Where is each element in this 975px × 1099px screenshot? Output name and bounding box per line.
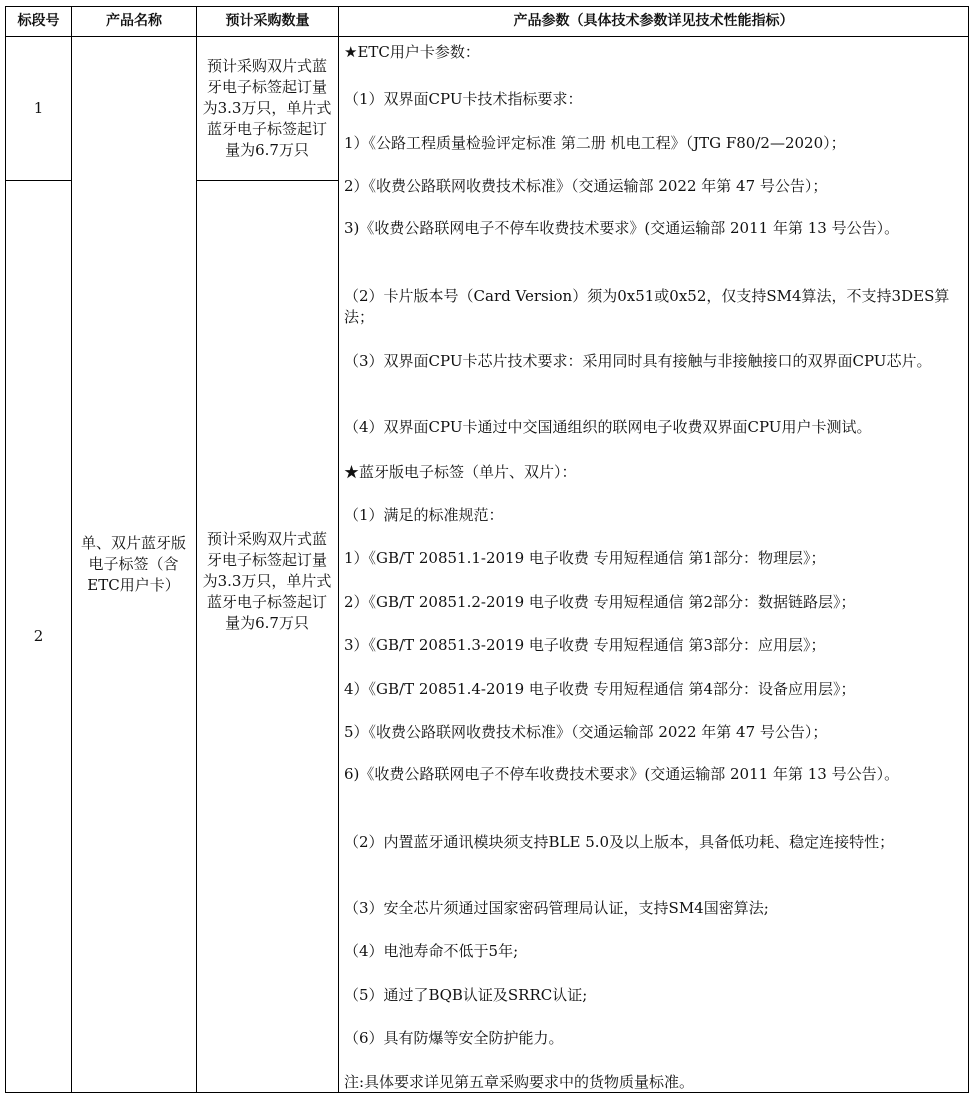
row1-segment: 1 xyxy=(33,99,44,117)
header-params: 产品参数（具体技术参数详见技术性能指标） xyxy=(513,13,794,29)
param-line: （2）卡片版本号（Card Version）须为0x51或0x52，仅支持SM4算法，不支持3DES算法； xyxy=(344,287,950,326)
param-line: 2）《GB/T 20851.2-2019 电子收费 专用短程通信 第2部分：数据链路层》； xyxy=(344,593,856,611)
header-quantity: 预计采购数量 xyxy=(225,13,310,29)
row2-quantity: 预计采购双片式蓝牙电子标签起订量为3.3万只，单片式蓝牙电子标签起订量为6.7万只 xyxy=(202,529,332,632)
param-line: 2）《收费公路联网收费技术标准》（交通运输部 2022 年第 47 号公告）； xyxy=(344,177,828,195)
param-line: （3）双界面CPU卡芯片技术要求：采用同时具有接触与非接触接口的双界面CPU芯片。 xyxy=(344,352,932,370)
param-line: 4）《GB/T 20851.4-2019 电子收费 专用短程通信 第4部分：设备应用层》； xyxy=(344,680,856,698)
param-line: 3)《收费公路联网电子不停车收费技术要求》(交通运输部 2011 年第 13 号公告）。 xyxy=(344,219,900,237)
col-divider-3 xyxy=(338,6,339,1093)
param-line: （4）电池寿命不低于5年; xyxy=(344,942,519,960)
param-line: （3）安全芯片须通过国家密码管理局认证，支持SM4国密算法; xyxy=(344,899,769,917)
procurement-table xyxy=(5,6,969,1093)
param-line: ★蓝牙版电子标签（单片、双片）： xyxy=(344,463,577,481)
row2-segment: 2 xyxy=(33,627,44,645)
param-line: 6)《收费公路联网电子不停车收费技术要求》(交通运输部 2011 年第 13 号公告）。 xyxy=(344,765,900,783)
param-line: （2）内置蓝牙通讯模块须支持BLE 5.0及以上版本，具备低功耗、稳定连接特性； xyxy=(344,833,895,851)
col-divider-2 xyxy=(196,6,197,1093)
param-line: 5）《收费公路联网收费技术标准》（交通运输部 2022 年第 47 号公告）； xyxy=(344,723,828,741)
header-segment: 标段号 xyxy=(17,13,60,29)
param-line: 注:具体要求详见第五章采购要求中的货物质量标准。 xyxy=(344,1073,695,1091)
row1-quantity: 预计采购双片式蓝牙电子标签起订量为3.3万只，单片式蓝牙电子标签起订量为6.7万只 xyxy=(202,57,332,159)
param-line: 1）《公路工程质量检验评定标准 第二册 机电工程》（JTG F80/2—2020）； xyxy=(344,134,846,152)
product-name: 单、双片蓝牙版电子标签（含ETC用户卡） xyxy=(80,534,186,594)
table-border-right xyxy=(968,6,969,1093)
param-line: ★ETC用户卡参数： xyxy=(344,43,480,61)
param-line: （1）双界面CPU卡技术指标要求： xyxy=(344,90,583,108)
header-product-name: 产品名称 xyxy=(106,13,162,29)
param-line: （5）通过了BQB认证及SRRC认证; xyxy=(344,986,588,1004)
col-divider-1 xyxy=(71,6,72,1093)
param-line: （4）双界面CPU卡通过中交国通组织的联网电子收费双界面CPU用户卡测试。 xyxy=(344,418,872,436)
param-line: 1）《GB/T 20851.1-2019 电子收费 专用短程通信 第1部分：物理层》； xyxy=(344,549,826,567)
param-line: （1）满足的标准规范： xyxy=(344,506,504,524)
param-line: 3）《GB/T 20851.3-2019 电子收费 专用短程通信 第3部分：应用层》； xyxy=(344,636,826,654)
param-line: （6）具有防爆等安全防护能力。 xyxy=(344,1029,564,1047)
